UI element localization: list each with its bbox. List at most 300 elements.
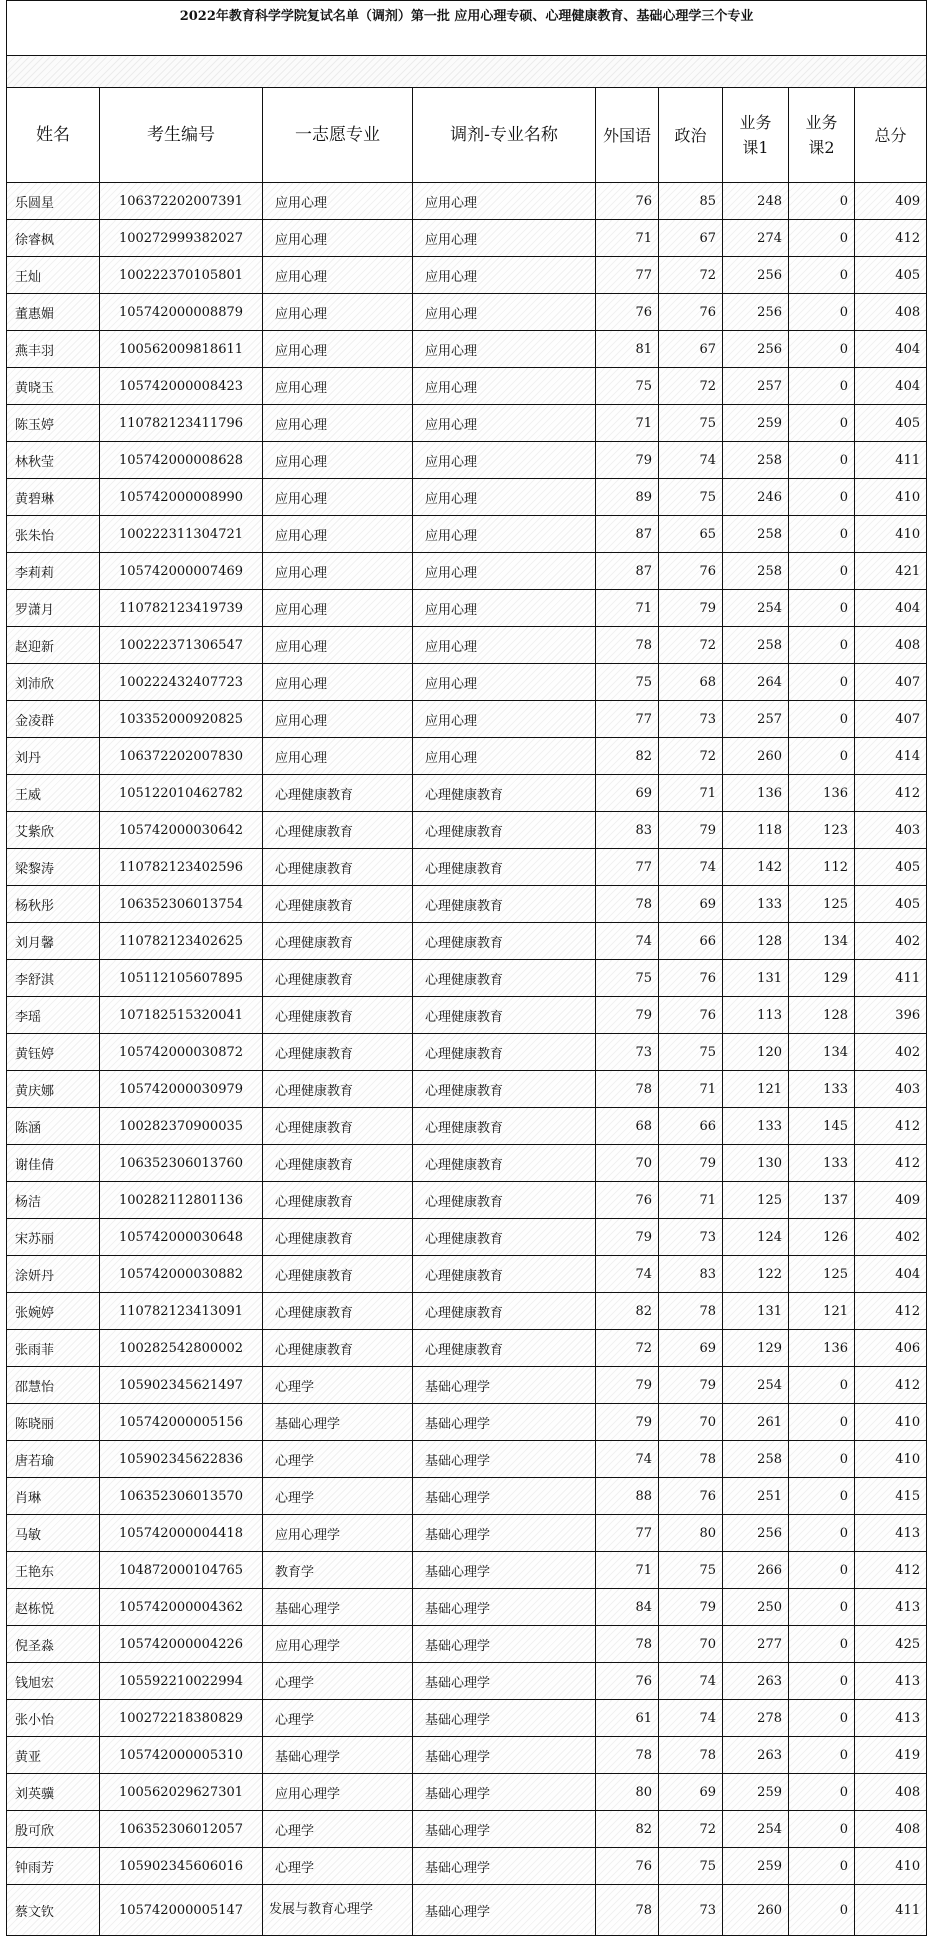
cell-exam-id: 110782123413091 bbox=[100, 1293, 263, 1330]
table-row bbox=[7, 960, 927, 997]
cell-total: 402 bbox=[855, 923, 927, 960]
cell-total: 415 bbox=[855, 1478, 927, 1515]
table-row bbox=[7, 1441, 927, 1478]
cell-politics: 76 bbox=[659, 1478, 723, 1515]
cell-first-choice: 应用心理 bbox=[263, 664, 413, 701]
cell-name: 王威 bbox=[7, 775, 100, 812]
cell-foreign-language: 77 bbox=[596, 701, 659, 738]
table-row bbox=[7, 1589, 927, 1626]
cell-course-1: 254 bbox=[723, 1811, 789, 1848]
cell-exam-id: 105902345621497 bbox=[100, 1367, 263, 1404]
table-row bbox=[7, 923, 927, 960]
cell-politics: 67 bbox=[659, 331, 723, 368]
cell-course-2: 0 bbox=[789, 220, 855, 257]
cell-adjust-major: 应用心理 bbox=[413, 257, 596, 294]
cell-course-1: 248 bbox=[723, 183, 789, 220]
cell-exam-id: 105742000007469 bbox=[100, 553, 263, 590]
cell-exam-id: 100282112801136 bbox=[100, 1182, 263, 1219]
cell-exam-id: 110782123402596 bbox=[100, 849, 263, 886]
cell-politics: 75 bbox=[659, 1034, 723, 1071]
cell-adjust-major: 基础心理学 bbox=[413, 1663, 596, 1700]
cell-course-1: 251 bbox=[723, 1478, 789, 1515]
cell-exam-id: 100272999382027 bbox=[100, 220, 263, 257]
cell-politics: 66 bbox=[659, 1108, 723, 1145]
cell-first-choice: 应用心理 bbox=[263, 627, 413, 664]
cell-name: 赵迎新 bbox=[7, 627, 100, 664]
table-row bbox=[7, 590, 927, 627]
cell-name: 黄亚 bbox=[7, 1737, 100, 1774]
header-total: 总分 bbox=[855, 88, 927, 183]
cell-course-2: 0 bbox=[789, 1663, 855, 1700]
cell-adjust-major: 心理健康教育 bbox=[413, 812, 596, 849]
cell-adjust-major: 应用心理 bbox=[413, 590, 596, 627]
cell-course-1: 131 bbox=[723, 1293, 789, 1330]
cell-exam-id: 105742000004362 bbox=[100, 1589, 263, 1626]
table-row bbox=[7, 1145, 927, 1182]
cell-course-2: 0 bbox=[789, 516, 855, 553]
cell-name: 肖琳 bbox=[7, 1478, 100, 1515]
cell-total: 421 bbox=[855, 553, 927, 590]
table-row bbox=[7, 183, 927, 220]
cell-foreign-language: 78 bbox=[596, 1071, 659, 1108]
cell-course-2: 137 bbox=[789, 1182, 855, 1219]
cell-course-2: 145 bbox=[789, 1108, 855, 1145]
cell-politics: 78 bbox=[659, 1441, 723, 1478]
cell-exam-id: 105742000008423 bbox=[100, 368, 263, 405]
cell-foreign-language: 75 bbox=[596, 664, 659, 701]
cell-course-2: 134 bbox=[789, 923, 855, 960]
cell-exam-id: 110782123411796 bbox=[100, 405, 263, 442]
cell-course-2: 0 bbox=[789, 1589, 855, 1626]
cell-course-1: 128 bbox=[723, 923, 789, 960]
cell-first-choice: 教育学 bbox=[263, 1552, 413, 1589]
table-row bbox=[7, 1515, 927, 1552]
cell-foreign-language: 78 bbox=[596, 1737, 659, 1774]
cell-first-choice: 应用心理 bbox=[263, 442, 413, 479]
header-adjust-major: 调剂-专业名称 bbox=[413, 88, 596, 183]
cell-foreign-language: 68 bbox=[596, 1108, 659, 1145]
cell-first-choice: 应用心理 bbox=[263, 331, 413, 368]
cell-course-1: 257 bbox=[723, 701, 789, 738]
cell-total: 411 bbox=[855, 960, 927, 997]
cell-first-choice: 应用心理 bbox=[263, 294, 413, 331]
table-row bbox=[7, 1182, 927, 1219]
cell-total: 412 bbox=[855, 775, 927, 812]
cell-course-2: 0 bbox=[789, 1404, 855, 1441]
table-row bbox=[7, 738, 927, 775]
cell-politics: 71 bbox=[659, 775, 723, 812]
cell-first-choice: 基础心理学 bbox=[263, 1737, 413, 1774]
cell-course-1: 125 bbox=[723, 1182, 789, 1219]
cell-total: 407 bbox=[855, 664, 927, 701]
cell-exam-id: 105742000008879 bbox=[100, 294, 263, 331]
cell-first-choice: 心理健康教育 bbox=[263, 1256, 413, 1293]
cell-total: 413 bbox=[855, 1663, 927, 1700]
cell-politics: 67 bbox=[659, 220, 723, 257]
cell-exam-id: 100222311304721 bbox=[100, 516, 263, 553]
table-row bbox=[7, 405, 927, 442]
cell-foreign-language: 76 bbox=[596, 1848, 659, 1885]
cell-course-2: 129 bbox=[789, 960, 855, 997]
cell-politics: 72 bbox=[659, 257, 723, 294]
cell-politics: 76 bbox=[659, 997, 723, 1034]
cell-total: 408 bbox=[855, 1811, 927, 1848]
cell-course-1: 130 bbox=[723, 1145, 789, 1182]
cell-adjust-major: 心理健康教育 bbox=[413, 1034, 596, 1071]
cell-first-choice: 心理健康教育 bbox=[263, 1219, 413, 1256]
cell-name: 张朱怡 bbox=[7, 516, 100, 553]
cell-politics: 75 bbox=[659, 1848, 723, 1885]
cell-course-1: 263 bbox=[723, 1663, 789, 1700]
cell-first-choice: 心理健康教育 bbox=[263, 960, 413, 997]
cell-adjust-major: 基础心理学 bbox=[413, 1885, 596, 1936]
cell-adjust-major: 应用心理 bbox=[413, 183, 596, 220]
cell-first-choice: 心理健康教育 bbox=[263, 923, 413, 960]
cell-name: 钱旭宏 bbox=[7, 1663, 100, 1700]
cell-adjust-major: 基础心理学 bbox=[413, 1774, 596, 1811]
cell-foreign-language: 76 bbox=[596, 1182, 659, 1219]
table-row bbox=[7, 331, 927, 368]
cell-course-1: 254 bbox=[723, 1367, 789, 1404]
cell-adjust-major: 应用心理 bbox=[413, 516, 596, 553]
table-row bbox=[7, 257, 927, 294]
cell-course-1: 122 bbox=[723, 1256, 789, 1293]
cell-name: 乐圆星 bbox=[7, 183, 100, 220]
cell-course-1: 278 bbox=[723, 1700, 789, 1737]
cell-exam-id: 105112105607895 bbox=[100, 960, 263, 997]
table-row bbox=[7, 1848, 927, 1885]
cell-course-2: 0 bbox=[789, 664, 855, 701]
cell-politics: 70 bbox=[659, 1626, 723, 1663]
cell-course-2: 0 bbox=[789, 1848, 855, 1885]
cell-exam-id: 105902345622836 bbox=[100, 1441, 263, 1478]
blank-row bbox=[7, 28, 927, 56]
cell-politics: 79 bbox=[659, 812, 723, 849]
cell-foreign-language: 71 bbox=[596, 405, 659, 442]
cell-adjust-major: 基础心理学 bbox=[413, 1626, 596, 1663]
cell-politics: 74 bbox=[659, 1663, 723, 1700]
cell-adjust-major: 应用心理 bbox=[413, 331, 596, 368]
cell-name: 唐若瑜 bbox=[7, 1441, 100, 1478]
table-row bbox=[7, 1552, 927, 1589]
cell-course-2: 125 bbox=[789, 1256, 855, 1293]
cell-name: 宋苏丽 bbox=[7, 1219, 100, 1256]
cell-exam-id: 105742000008990 bbox=[100, 479, 263, 516]
cell-adjust-major: 心理健康教育 bbox=[413, 1219, 596, 1256]
cell-course-2: 0 bbox=[789, 1700, 855, 1737]
cell-first-choice: 基础心理学 bbox=[263, 1589, 413, 1626]
table-body bbox=[7, 183, 927, 1936]
cell-name: 谢佳倩 bbox=[7, 1145, 100, 1182]
cell-course-1: 258 bbox=[723, 516, 789, 553]
cell-exam-id: 106352306013760 bbox=[100, 1145, 263, 1182]
cell-total: 411 bbox=[855, 1885, 927, 1936]
cell-adjust-major: 心理健康教育 bbox=[413, 886, 596, 923]
table-row bbox=[7, 1478, 927, 1515]
cell-course-2: 0 bbox=[789, 1441, 855, 1478]
cell-course-1: 266 bbox=[723, 1552, 789, 1589]
table-row bbox=[7, 1811, 927, 1848]
cell-exam-id: 105742000005310 bbox=[100, 1737, 263, 1774]
cell-course-2: 0 bbox=[789, 1626, 855, 1663]
cell-adjust-major: 心理健康教育 bbox=[413, 1071, 596, 1108]
cell-politics: 73 bbox=[659, 1885, 723, 1936]
cell-course-1: 136 bbox=[723, 775, 789, 812]
cell-course-2: 136 bbox=[789, 1330, 855, 1367]
cell-total: 412 bbox=[855, 220, 927, 257]
cell-name: 陈晓丽 bbox=[7, 1404, 100, 1441]
admission-list-sheet bbox=[6, 0, 926, 1936]
cell-foreign-language: 82 bbox=[596, 738, 659, 775]
cell-total: 413 bbox=[855, 1700, 927, 1737]
cell-foreign-language: 82 bbox=[596, 1811, 659, 1848]
cell-foreign-language: 71 bbox=[596, 220, 659, 257]
header-course-1: 业务课1 bbox=[723, 88, 789, 183]
cell-foreign-language: 83 bbox=[596, 812, 659, 849]
header-exam-id: 考生编号 bbox=[100, 88, 263, 183]
cell-foreign-language: 72 bbox=[596, 1330, 659, 1367]
cell-course-2: 0 bbox=[789, 1367, 855, 1404]
spacer-row bbox=[7, 56, 927, 88]
cell-adjust-major: 心理健康教育 bbox=[413, 1256, 596, 1293]
cell-politics: 68 bbox=[659, 664, 723, 701]
cell-first-choice: 心理学 bbox=[263, 1478, 413, 1515]
cell-course-1: 254 bbox=[723, 590, 789, 627]
table-row bbox=[7, 997, 927, 1034]
cell-politics: 65 bbox=[659, 516, 723, 553]
cell-politics: 79 bbox=[659, 1367, 723, 1404]
cell-foreign-language: 71 bbox=[596, 590, 659, 627]
cell-adjust-major: 心理健康教育 bbox=[413, 1182, 596, 1219]
cell-total: 404 bbox=[855, 368, 927, 405]
table-row bbox=[7, 1034, 927, 1071]
cell-adjust-major: 基础心理学 bbox=[413, 1700, 596, 1737]
cell-politics: 69 bbox=[659, 886, 723, 923]
cell-first-choice: 发展与教育心理学 bbox=[263, 1885, 413, 1936]
cell-first-choice: 心理健康教育 bbox=[263, 1034, 413, 1071]
cell-name: 李舒淇 bbox=[7, 960, 100, 997]
cell-adjust-major: 心理健康教育 bbox=[413, 775, 596, 812]
cell-course-2: 112 bbox=[789, 849, 855, 886]
cell-exam-id: 104872000104765 bbox=[100, 1552, 263, 1589]
cell-adjust-major: 应用心理 bbox=[413, 405, 596, 442]
cell-foreign-language: 84 bbox=[596, 1589, 659, 1626]
cell-first-choice: 心理学 bbox=[263, 1700, 413, 1737]
cell-adjust-major: 基础心理学 bbox=[413, 1811, 596, 1848]
cell-foreign-language: 76 bbox=[596, 294, 659, 331]
cell-exam-id: 100222371306547 bbox=[100, 627, 263, 664]
cell-first-choice: 应用心理 bbox=[263, 590, 413, 627]
cell-course-2: 0 bbox=[789, 627, 855, 664]
cell-total: 408 bbox=[855, 294, 927, 331]
cell-foreign-language: 76 bbox=[596, 183, 659, 220]
cell-foreign-language: 61 bbox=[596, 1700, 659, 1737]
cell-adjust-major: 应用心理 bbox=[413, 701, 596, 738]
cell-course-2: 0 bbox=[789, 1478, 855, 1515]
cell-politics: 69 bbox=[659, 1774, 723, 1811]
cell-total: 409 bbox=[855, 1182, 927, 1219]
cell-adjust-major: 基础心理学 bbox=[413, 1478, 596, 1515]
cell-total: 405 bbox=[855, 849, 927, 886]
cell-foreign-language: 87 bbox=[596, 553, 659, 590]
cell-exam-id: 105742000005147 bbox=[100, 1885, 263, 1936]
cell-course-1: 258 bbox=[723, 1441, 789, 1478]
cell-course-1: 259 bbox=[723, 1774, 789, 1811]
cell-foreign-language: 74 bbox=[596, 923, 659, 960]
cell-course-1: 260 bbox=[723, 738, 789, 775]
cell-adjust-major: 基础心理学 bbox=[413, 1404, 596, 1441]
cell-name: 张小怡 bbox=[7, 1700, 100, 1737]
table-row bbox=[7, 1663, 927, 1700]
cell-politics: 72 bbox=[659, 368, 723, 405]
table-row bbox=[7, 1885, 927, 1936]
cell-course-1: 121 bbox=[723, 1071, 789, 1108]
table-row bbox=[7, 516, 927, 553]
cell-name: 王灿 bbox=[7, 257, 100, 294]
cell-course-2: 0 bbox=[789, 405, 855, 442]
cell-name: 罗潇月 bbox=[7, 590, 100, 627]
cell-foreign-language: 88 bbox=[596, 1478, 659, 1515]
cell-name: 燕丰羽 bbox=[7, 331, 100, 368]
cell-course-2: 133 bbox=[789, 1071, 855, 1108]
cell-total: 413 bbox=[855, 1515, 927, 1552]
cell-foreign-language: 69 bbox=[596, 775, 659, 812]
table-row bbox=[7, 627, 927, 664]
cell-exam-id: 106352306013754 bbox=[100, 886, 263, 923]
cell-first-choice: 应用心理 bbox=[263, 183, 413, 220]
table-row bbox=[7, 1293, 927, 1330]
cell-course-1: 133 bbox=[723, 1108, 789, 1145]
cell-course-2: 0 bbox=[789, 1811, 855, 1848]
cell-total: 403 bbox=[855, 812, 927, 849]
cell-politics: 79 bbox=[659, 1589, 723, 1626]
cell-course-1: 258 bbox=[723, 442, 789, 479]
cell-first-choice: 心理健康教育 bbox=[263, 886, 413, 923]
cell-course-2: 0 bbox=[789, 590, 855, 627]
cell-total: 410 bbox=[855, 1848, 927, 1885]
cell-exam-id: 105742000004226 bbox=[100, 1626, 263, 1663]
cell-exam-id: 100222370105801 bbox=[100, 257, 263, 294]
cell-first-choice: 心理健康教育 bbox=[263, 1330, 413, 1367]
cell-name: 邵慧怡 bbox=[7, 1367, 100, 1404]
cell-course-2: 0 bbox=[789, 479, 855, 516]
cell-first-choice: 心理学 bbox=[263, 1811, 413, 1848]
cell-exam-id: 110782123402625 bbox=[100, 923, 263, 960]
cell-name: 张婉婷 bbox=[7, 1293, 100, 1330]
cell-politics: 75 bbox=[659, 479, 723, 516]
cell-adjust-major: 基础心理学 bbox=[413, 1848, 596, 1885]
cell-first-choice: 心理健康教育 bbox=[263, 775, 413, 812]
cell-adjust-major: 心理健康教育 bbox=[413, 1330, 596, 1367]
cell-adjust-major: 基础心理学 bbox=[413, 1515, 596, 1552]
cell-foreign-language: 82 bbox=[596, 1293, 659, 1330]
cell-foreign-language: 79 bbox=[596, 1404, 659, 1441]
table-row bbox=[7, 1367, 927, 1404]
cell-adjust-major: 应用心理 bbox=[413, 220, 596, 257]
cell-course-1: 120 bbox=[723, 1034, 789, 1071]
cell-first-choice: 基础心理学 bbox=[263, 1404, 413, 1441]
cell-course-1: 256 bbox=[723, 1515, 789, 1552]
cell-total: 407 bbox=[855, 701, 927, 738]
cell-total: 419 bbox=[855, 1737, 927, 1774]
cell-exam-id: 103352000920825 bbox=[100, 701, 263, 738]
cell-adjust-major: 应用心理 bbox=[413, 627, 596, 664]
cell-exam-id: 100282370900035 bbox=[100, 1108, 263, 1145]
cell-name: 刘丹 bbox=[7, 738, 100, 775]
cell-name: 王艳东 bbox=[7, 1552, 100, 1589]
cell-course-2: 128 bbox=[789, 997, 855, 1034]
admission-table bbox=[6, 0, 927, 1936]
table-row bbox=[7, 479, 927, 516]
table-row bbox=[7, 1626, 927, 1663]
cell-first-choice: 应用心理 bbox=[263, 701, 413, 738]
cell-course-1: 118 bbox=[723, 812, 789, 849]
header-course-2: 业务课2 bbox=[789, 88, 855, 183]
cell-adjust-major: 基础心理学 bbox=[413, 1441, 596, 1478]
cell-adjust-major: 基础心理学 bbox=[413, 1589, 596, 1626]
cell-exam-id: 105742000030642 bbox=[100, 812, 263, 849]
cell-politics: 74 bbox=[659, 1700, 723, 1737]
cell-adjust-major: 心理健康教育 bbox=[413, 1145, 596, 1182]
cell-name: 徐睿枫 bbox=[7, 220, 100, 257]
cell-first-choice: 应用心理 bbox=[263, 738, 413, 775]
cell-name: 金凌群 bbox=[7, 701, 100, 738]
cell-adjust-major: 应用心理 bbox=[413, 294, 596, 331]
cell-name: 张雨菲 bbox=[7, 1330, 100, 1367]
cell-total: 402 bbox=[855, 1219, 927, 1256]
cell-total: 410 bbox=[855, 516, 927, 553]
cell-foreign-language: 73 bbox=[596, 1034, 659, 1071]
table-row bbox=[7, 701, 927, 738]
cell-total: 406 bbox=[855, 1330, 927, 1367]
cell-exam-id: 105742000030648 bbox=[100, 1219, 263, 1256]
table-row bbox=[7, 775, 927, 812]
cell-foreign-language: 78 bbox=[596, 1885, 659, 1936]
cell-course-1: 129 bbox=[723, 1330, 789, 1367]
table-row bbox=[7, 1737, 927, 1774]
cell-adjust-major: 基础心理学 bbox=[413, 1367, 596, 1404]
cell-total: 404 bbox=[855, 590, 927, 627]
cell-total: 409 bbox=[855, 183, 927, 220]
cell-first-choice: 心理学 bbox=[263, 1663, 413, 1700]
cell-course-2: 0 bbox=[789, 331, 855, 368]
cell-course-2: 0 bbox=[789, 1885, 855, 1936]
cell-adjust-major: 心理健康教育 bbox=[413, 849, 596, 886]
cell-name: 陈玉婷 bbox=[7, 405, 100, 442]
cell-course-1: 259 bbox=[723, 1848, 789, 1885]
cell-politics: 75 bbox=[659, 1552, 723, 1589]
cell-exam-id: 105742000004418 bbox=[100, 1515, 263, 1552]
cell-exam-id: 105592210022994 bbox=[100, 1663, 263, 1700]
cell-name: 李瑶 bbox=[7, 997, 100, 1034]
cell-first-choice: 应用心理 bbox=[263, 479, 413, 516]
cell-politics: 72 bbox=[659, 738, 723, 775]
cell-total: 410 bbox=[855, 479, 927, 516]
cell-course-2: 123 bbox=[789, 812, 855, 849]
cell-politics: 73 bbox=[659, 1219, 723, 1256]
cell-adjust-major: 心理健康教育 bbox=[413, 960, 596, 997]
cell-total: 412 bbox=[855, 1108, 927, 1145]
cell-adjust-major: 应用心理 bbox=[413, 553, 596, 590]
cell-course-2: 121 bbox=[789, 1293, 855, 1330]
cell-first-choice: 心理健康教育 bbox=[263, 849, 413, 886]
cell-first-choice: 应用心理学 bbox=[263, 1626, 413, 1663]
cell-course-2: 134 bbox=[789, 1034, 855, 1071]
table-row bbox=[7, 220, 927, 257]
cell-course-2: 125 bbox=[789, 886, 855, 923]
cell-course-1: 250 bbox=[723, 1589, 789, 1626]
cell-total: 412 bbox=[855, 1145, 927, 1182]
